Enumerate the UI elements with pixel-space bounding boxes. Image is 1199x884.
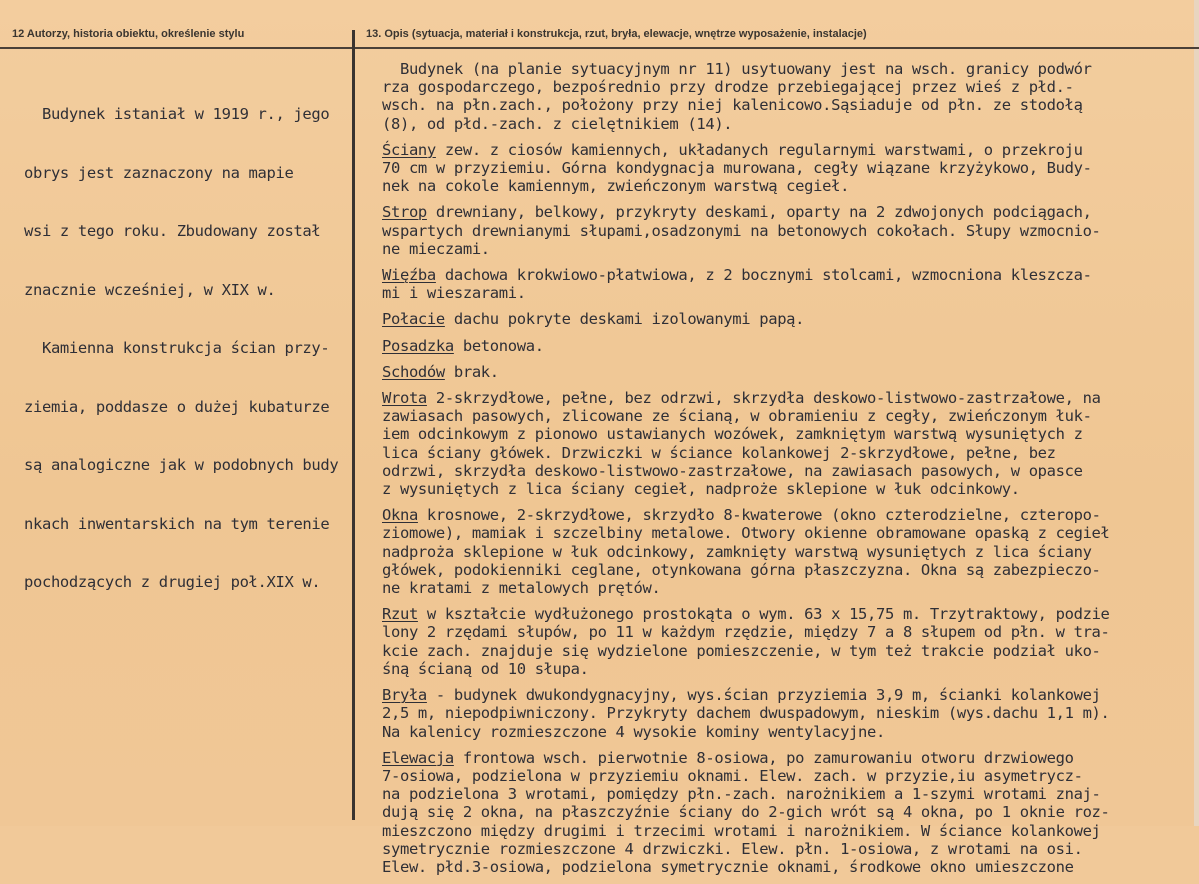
section-keyword: Rzut [382,605,418,624]
description-paragraph [382,506,1194,597]
text-line: dują się 2 okna, na płaszczyźnie ściany do 2-gich wrót są 4 okna, po 1 oknie roz- [382,803,1110,822]
text-line: 70 cm w przyziemiu. Górna kondygnacja murowana, cegły wiązane krzyżykowo, Budy- [382,159,1092,178]
text-line: ne mieczami. [382,239,490,258]
section-keyword: Więźba [382,266,436,285]
description-text [382,60,1194,884]
description-paragraph [382,141,1194,196]
text-line: Połacie dachu pokryte deskami izolowanymi papą. [382,310,805,329]
text-line: Strop drewniany, belkowy, przykryty deskami, oparty na 2 zdwojonych podciągach, [382,203,1092,222]
text-line: rza gospodarczego, bezpośrednio przy drodze przebiegającej przez wieś z płd.- [382,78,1074,97]
header-rule [0,47,1199,49]
description-paragraph [382,266,1194,302]
section-keyword: Posadzka [382,336,454,355]
section-keyword: Elewacja [382,748,454,767]
description-paragraph [382,389,1194,498]
description-paragraph [382,310,1194,328]
text-line: nek na cokole kamiennym, zwieńczonym warstwą cegieł. [382,177,850,196]
text-line: Posadzka betonowa. [382,336,544,355]
text-line: nadproża sklepione w łuk odcinkowy, zamknięty warstwą wysuniętych z lica ściany [382,542,1092,561]
text-line: Na kalenicy rozmieszczone 4 wysokie kominy wentylacyjne. [382,722,885,741]
text-line: na podzielona 3 wrotami, pomiędzy płn.-zach. narożnikiem a 1-szymi wrotami znaj- [382,785,1101,804]
text-line: Więźba dachowa krokwiowo-płatwiowa, z 2 bocznymi stolcami, wzmocniona kleszcza- [382,266,1092,285]
section-keyword: Połacie [382,310,445,329]
section-keyword: Ściany [382,140,436,159]
page-edge [1194,0,1199,826]
text-line: zawiasach pasowych, zlicowane ze ścianą, w obramieniu z cegły, zwieńczonym łuk- [382,407,1092,426]
text-line: Okna krosnowe, 2-skrzydłowe, skrzydło 8-kwaterowe (okno czterodzielne, czteropo- [382,506,1101,525]
text-line: kcie zach. znajduje się wydzielone pomieszczenie, w tym też trakcie podział uko- [382,641,1101,660]
description-paragraph [382,749,1194,876]
text-line: Ściany zew. z ciosów kamiennych, układanych regularnymi warstwami, o przekroju [382,140,1083,159]
text-line: 2,5 m, niepodpiwniczony. Przykryty dachem dwuspadowym, nieskim (wys.dachu 1,1 m). [382,704,1110,723]
text-line: ziomowe), mamiak i szczelbiny metalowe. Otwory okienne obramowane opaską z cegieł [382,524,1110,543]
text-line: (8), od płd.-zach. z cielętnikiem (14). [382,114,733,133]
text-line: śną ścianą od 10 słupa. [382,659,589,678]
section-keyword: Strop [382,203,427,222]
text-line: lica ściany główek. Drzwiczki w ściance kolankowej 2-skrzydłowe, pełne, bez [382,443,1056,462]
description-paragraph [382,363,1194,381]
text-line: Elewacja frontowa wsch. pierwotnie 8-osiowa, po zamurowaniu otworu drzwiowego [382,748,1074,767]
section-keyword: Wrota [382,389,427,408]
text-line: wsi z tego roku. Zbudowany został [24,222,321,240]
text-line: wsch. na płn.zach., położony przy niej kalenicowo.Sąsiaduje od płn. ze stodołą [382,96,1083,115]
description-paragraph [382,605,1194,678]
text-line: są analogiczne jak w podobnych budy [24,456,339,474]
text-line: lony 2 rzędami słupów, po 11 w każdym rzędzie, między 7 a 8 słupem od płn. w tra- [382,623,1110,642]
text-line: symetrycznie rozmieszczone 4 drzwiczki. Elew. płn. 1-osiowa, z wrotami na osi. [382,839,1083,858]
text-line: mieszczono między drugimi i trzecimi wrotami i narożnikiem. W ściance kolankowej [382,821,1101,840]
text-line: wspartych drewnianymi słupami,osadzonymi na betonowych cokołach. Słupy wzmocnio- [382,221,1101,240]
text-line: Elew. płd.3-osiowa, podzielona symetrycznie oknami, środkowe okno umieszczone [382,857,1074,876]
text-line: z wysuniętych z lica ściany cegieł, nadproże sklepione w łuk odcinkowy. [382,480,1020,499]
history-text [24,66,364,632]
section-header-13: 13. Opis (sytuacja, materiał i konstrukcja, rzut, bryła, elewacje, wnętrze wyposażenie, instalacje) [366,28,867,40]
text-line: ne kratami z metalowych prętów. [382,579,661,598]
text-line: Kamienna konstrukcja ścian przy- [24,339,330,357]
text-line: nkach inwentarskich na tym terenie [24,514,330,533]
description-paragraph [382,686,1194,741]
description-paragraph [382,337,1194,355]
section-keyword: Schodów [382,362,445,381]
section-keyword: Bryła [382,686,427,705]
text-line: Budynek (na planie sytuacyjnym nr 11) usytuowany jest na wsch. granicy podwór [382,60,1092,78]
text-line: iem odcinkowym z pionowo ustawianych wozówek, zamkniętym warstwą wysuniętych z [382,425,1083,444]
text-line: Budynek istaniał w 1919 r., jego [24,105,330,123]
text-line: Wrota 2-skrzydłowe, pełne, bez odrzwi, skrzydła deskowo-listwowo-zastrzałowe, na [382,389,1101,408]
text-line: główek, podokienniki ceglane, otynkowana górna płaszczyzna. Okna są zabezpieczo- [382,560,1101,579]
text-line: Bryła - budynek dwukondygnacyjny, wys.ścian przyziemia 3,9 m, ścianki kolankowej [382,686,1101,705]
text-line: odrzwi, skrzydła deskowo-listwowo-zastrzałowe, na zawiasach pasowych, w opasce [382,461,1083,480]
section-keyword: Okna [382,506,418,525]
text-line: mi i wieszarami. [382,284,526,303]
text-line: Rzut w kształcie wydłużonego prostokąta o wym. 63 x 15,75 m. Trzytraktowy, podzie [382,605,1110,624]
text-line: pochodzących z drugiej poł.XIX w. [24,573,321,591]
text-line: ziemia, poddasze o dużej kubaturze [24,397,330,416]
text-line: obrys jest zaznaczony na mapie [24,163,294,182]
text-line: Schodów brak. [382,362,499,381]
section-header-12: 12 Autorzy, historia obiektu, określenie stylu [12,28,245,40]
description-paragraph [382,203,1194,258]
text-line: znacznie wcześniej, w XIX w. [24,280,276,299]
text-line: 7-osiowa, podzielona w przyziemiu oknami. Elew. zach. w przyzie,iu asymetrycz- [382,766,1083,785]
description-paragraph [382,60,1194,133]
